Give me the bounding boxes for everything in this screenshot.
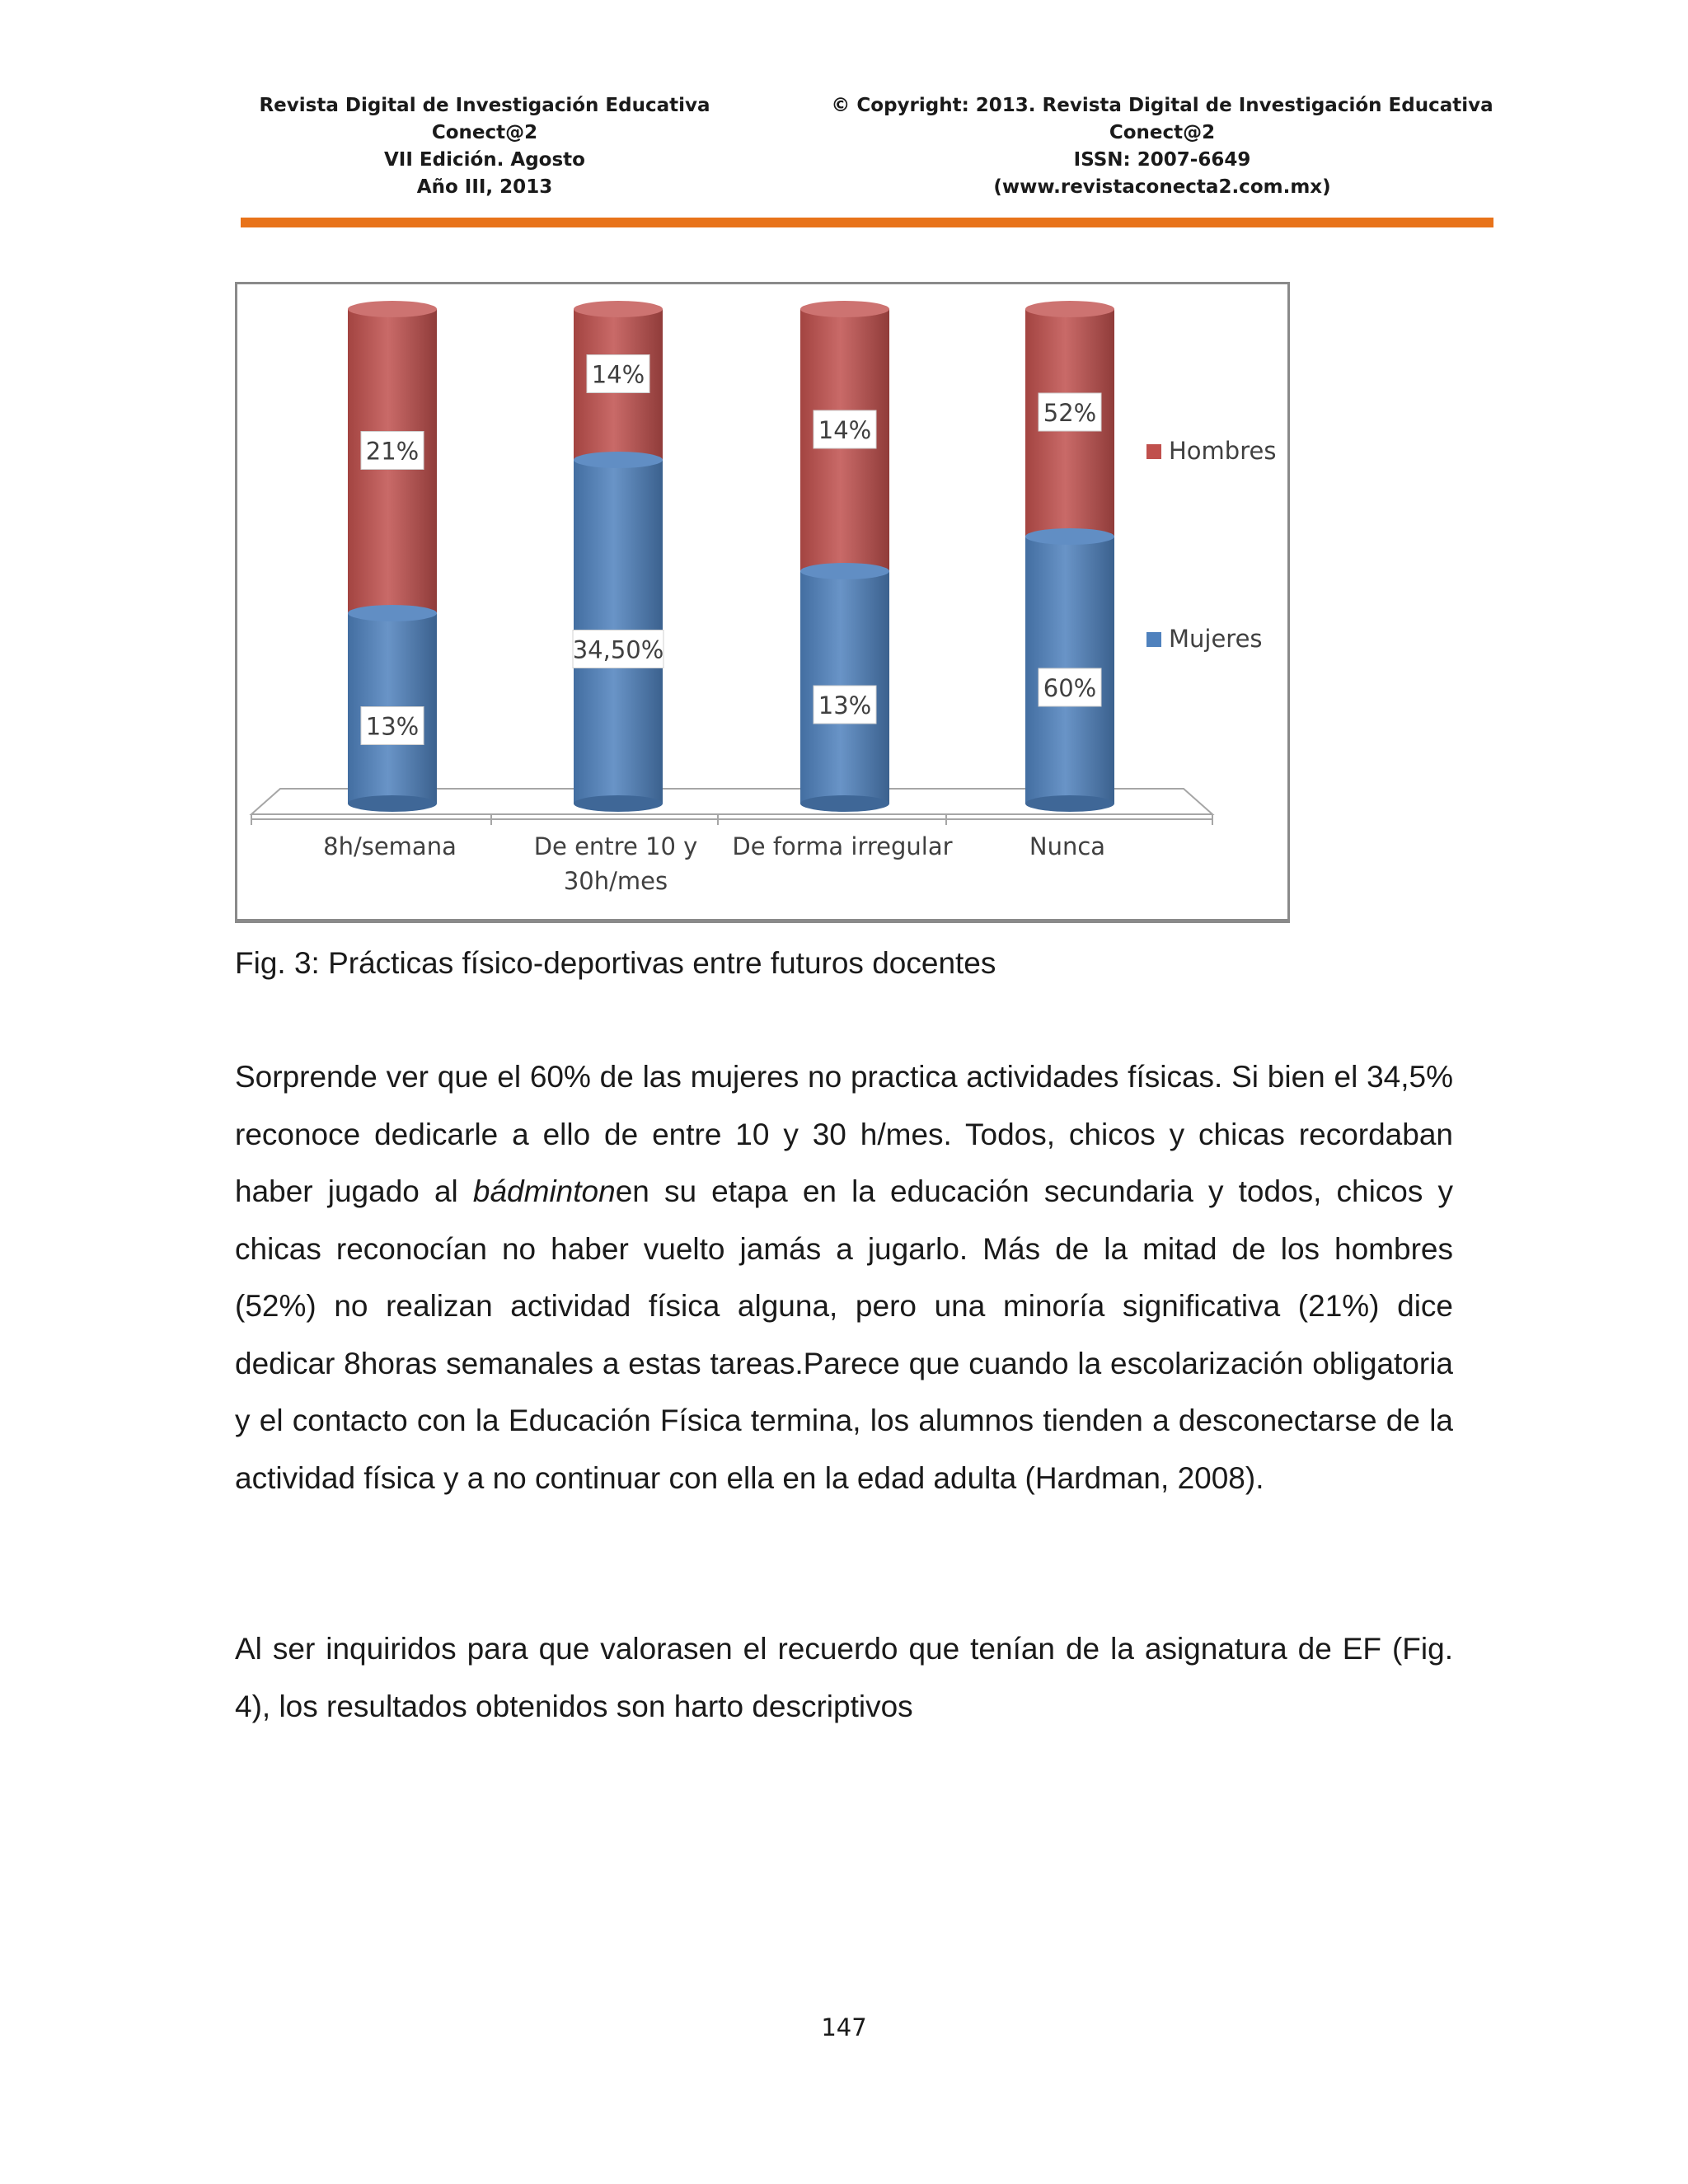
body-paragraph <box>235 1048 1453 1507</box>
bar-top-cap <box>1025 301 1114 317</box>
figure-caption: Fig. 3: Prácticas físico-deportivas entre futuros docentes <box>235 946 996 980</box>
header-right-line: Conect@2 <box>1109 122 1216 143</box>
bar-base-mujeres <box>574 795 663 812</box>
header-right-line: (www.revistaconecta2.com.mx) <box>993 176 1331 198</box>
data-label-hombres: 14% <box>591 360 645 389</box>
x-tick-label: 30h/mes <box>563 867 668 895</box>
x-tick-label: Nunca <box>1029 832 1106 860</box>
chart-canvas <box>237 284 1287 919</box>
paragraph-text: Sorprende ver que el 60% de las mujeres no practica actividades físicas. Si bien el 34,5% reconoce dedicarle a ello de entre 10 y 30 h/mes. Todos, chicos y chicas recordaban haber jugado al <box>235 1060 1453 1208</box>
bar-base-mujeres <box>800 795 889 812</box>
header-left-line: Año III, 2013 <box>416 176 553 198</box>
bar-top-cap <box>574 301 663 317</box>
header-left-line: VII Edición. Agosto <box>384 149 585 171</box>
data-label-hombres: 21% <box>365 437 420 466</box>
data-label-hombres: 14% <box>818 416 872 444</box>
bar-split-cap <box>574 452 663 468</box>
legend-label-hombres: Hombres <box>1169 437 1277 465</box>
bar-top-cap <box>800 301 889 317</box>
data-label-mujeres: 13% <box>818 691 872 719</box>
header-right-line: ISSN: 2007-6649 <box>1073 149 1251 171</box>
data-label-mujeres: 13% <box>365 712 420 741</box>
data-label-hombres: 52% <box>1043 399 1097 427</box>
header-divider <box>241 218 1493 227</box>
bar-top-cap <box>348 301 437 317</box>
header-left-line: Conect@2 <box>431 122 538 143</box>
page-number: 147 <box>821 2013 867 2041</box>
journal-header-left <box>246 92 724 201</box>
data-label-mujeres: 34,50% <box>572 635 664 664</box>
bar-base-mujeres <box>348 795 437 812</box>
bar-split-cap <box>348 605 437 621</box>
bar-split-cap <box>1025 528 1114 545</box>
bar-split-cap <box>800 563 889 579</box>
x-tick-label: De entre 10 y <box>533 832 698 860</box>
x-tick-label: 8h/semana <box>323 832 457 860</box>
legend-label-mujeres: Mujeres <box>1169 625 1263 653</box>
header-left-line: Revista Digital de Investigación Educativa <box>259 95 710 116</box>
body-paragraph: Al ser inquiridos para que valorasen el recuerdo que tenían de la asignatura de EF (Fig. 4), los resultados obtenidos son harto descriptivos <box>235 1632 1453 1723</box>
legend-swatch-mujeres <box>1146 632 1161 647</box>
header-right-line: © Copyright: 2013. Revista Digital de Investigación Educativa <box>831 95 1493 116</box>
paragraph-text: en su etapa en la educación secundaria y todos, chicos y chicas reconocían no haber vuelto jamás a jugarlo. Más de la mitad de los hombres (52%) no realizan actividad física alguna, pero una minoría significativa (21%) dice dedicar 8horas semanales a estas tareas.Parece que cuando la escolarización obligatoria y el contacto con la Educación Física termina, los alumnos tienden a desconectarse de la actividad física y a no continuar con ella en la edad adulta (Hardman, 2008). <box>235 1174 1453 1495</box>
journal-header-right <box>824 92 1500 201</box>
italic-term: bádminton <box>472 1174 616 1208</box>
data-label-mujeres: 60% <box>1043 674 1097 702</box>
legend-swatch-hombres <box>1146 444 1161 459</box>
stacked-bar-chart <box>235 282 1290 923</box>
bar-base-mujeres <box>1025 795 1114 812</box>
x-tick-label: De forma irregular <box>732 832 953 860</box>
